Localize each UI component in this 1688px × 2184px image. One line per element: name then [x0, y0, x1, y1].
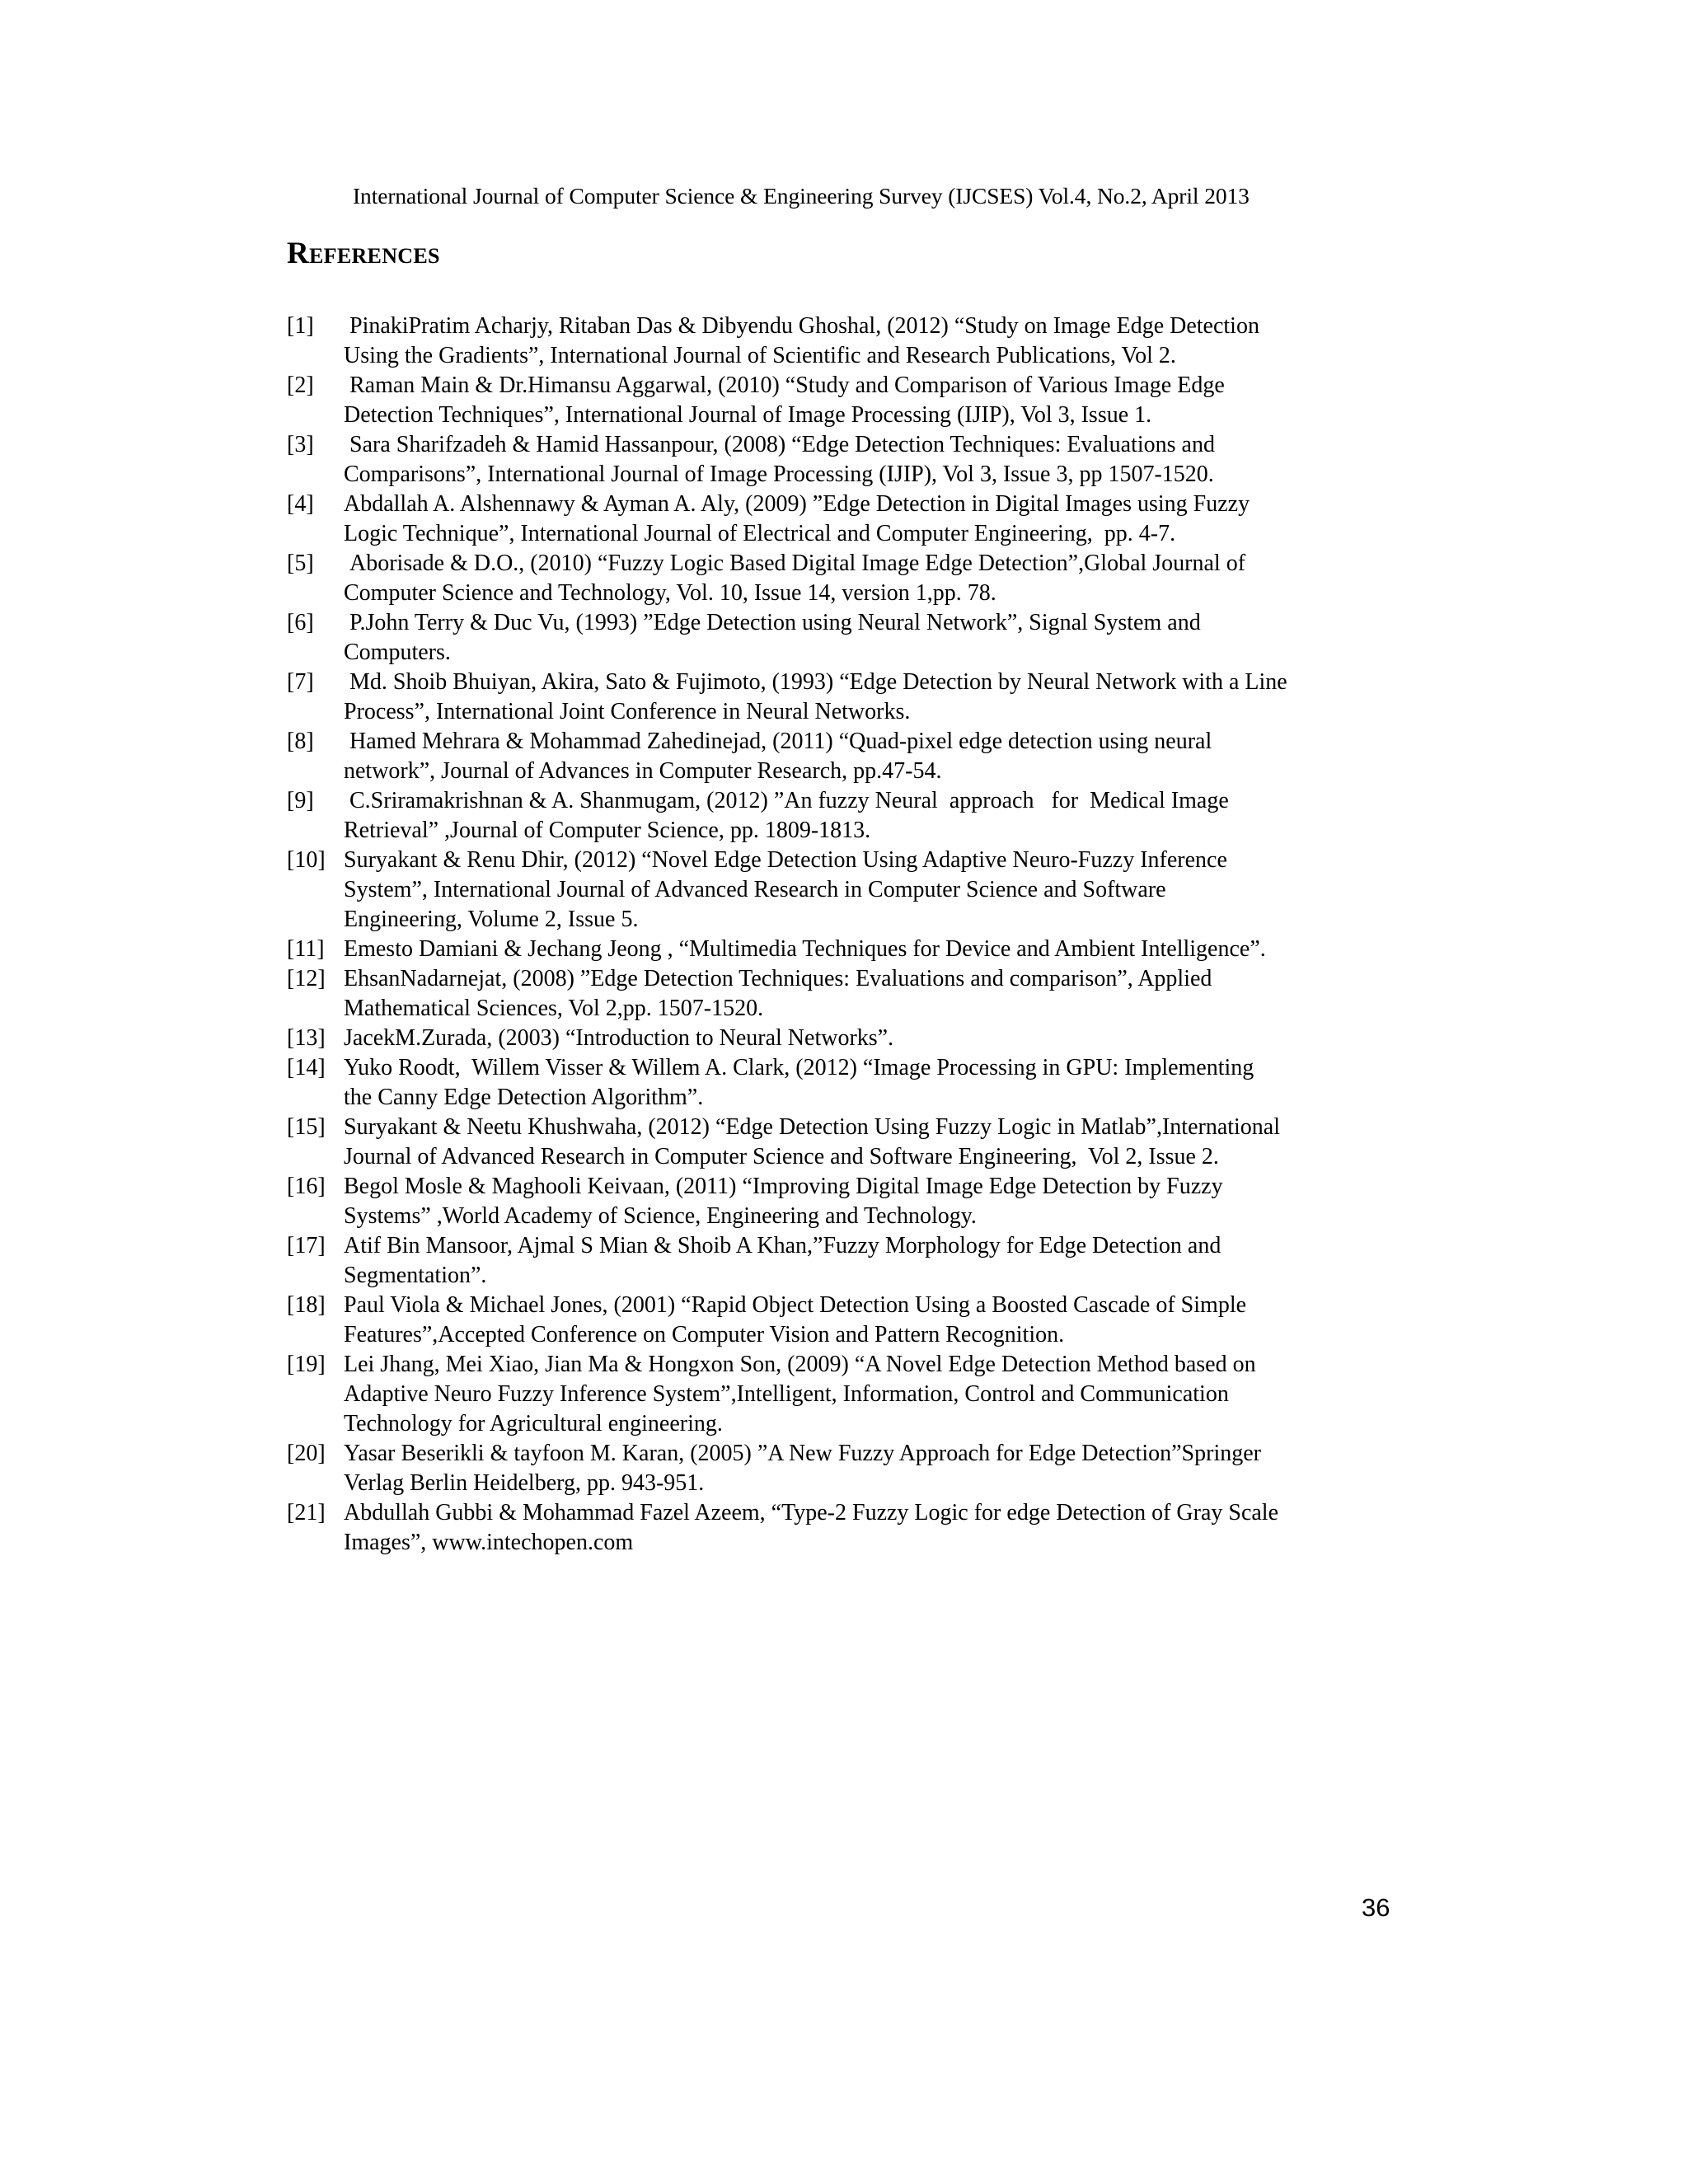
- reference-text: Paul Viola & Michael Jones, (2001) “Rapid Object Detection Using a Boosted Cascade of Simple Features”,Accepted Conference on Computer Vision and Pattern Recognition.: [344, 1292, 1247, 1347]
- reference-text: JacekM.Zurada, (2003) “Introduction to Neural Networks”.: [344, 1025, 894, 1051]
- reference-text: PinakiPratim Acharjy, Ritaban Das & Dibyendu Ghoshal, (2012) “Study on Image Edge Detection Using the Gradients”, International Journal of Scientific and Research Publications, Vol 2.: [344, 313, 1259, 368]
- reference-text: Yuko Roodt, Willem Visser & Willem A. Clark, (2012) “Image Processing in GPU: Implementing the Canny Edge Detection Algorithm”.: [344, 1055, 1254, 1110]
- reference-item: [287, 727, 1408, 786]
- reference-text: Atif Bin Mansoor, Ajmal S Mian & Shoib A Khan,”Fuzzy Morphology for Edge Detection and Segmentation”.: [344, 1233, 1221, 1288]
- reference-number: [5]: [287, 551, 314, 576]
- reference-item: [287, 549, 1408, 608]
- reference-text: Abdallah A. Alshennawy & Ayman A. Aly, (2009) ”Edge Detection in Digital Images using Fuzzy Logic Technique”, International Journal of Electrical and Computer Engineering, pp. 4-7.: [344, 491, 1250, 546]
- reference-text: Aborisade & D.O., (2010) “Fuzzy Logic Based Digital Image Edge Detection”,Global Journal of Computer Science and Technology, Vol. 10, Issue 14, version 1,pp. 78.: [344, 551, 1246, 606]
- reference-number: [13]: [287, 1025, 326, 1051]
- reference-item: [287, 312, 1408, 371]
- reference-number: [4]: [287, 491, 314, 517]
- reference-item: [287, 608, 1408, 668]
- section-heading-references: References: [287, 237, 440, 270]
- reference-text: Yasar Beserikli & tayfoon M. Karan, (2005) ”A New Fuzzy Approach for Edge Detection”Springer Verlag Berlin Heidelberg, pp. 943-951.: [344, 1441, 1261, 1496]
- reference-number: [6]: [287, 610, 314, 635]
- reference-text: Emesto Damiani & Jechang Jeong , “Multimedia Techniques for Device and Ambient Intelligence”.: [344, 936, 1266, 962]
- reference-number: [7]: [287, 669, 314, 695]
- reference-item: [287, 1113, 1408, 1172]
- reference-item: [287, 964, 1408, 1024]
- reference-item: [287, 430, 1408, 490]
- reference-text: Hamed Mehrara & Mohammad Zahedinejad, (2011) “Quad-pixel edge detection using neural network”, Journal of Advances in Computer Research, pp.47-54.: [344, 729, 1212, 784]
- reference-number: [15]: [287, 1114, 326, 1140]
- reference-item: [287, 1291, 1408, 1350]
- reference-text: Sara Sharifzadeh & Hamid Hassanpour, (2008) “Edge Detection Techniques: Evaluations and Comparisons”, International Journal of Image Processing (IJIP), Vol 3, Issue 3, pp 1507-1520.: [344, 432, 1215, 487]
- reference-text: C.Sriramakrishnan & A. Shanmugam, (2012) ”An fuzzy Neural approach for Medical Image Retrieval” ,Journal of Computer Science, pp. 1809-1813.: [344, 788, 1229, 843]
- running-header: International Journal of Computer Science & Engineering Survey (IJCSES) Vol.4, No.2, April 2013: [353, 183, 1250, 209]
- reference-item: [287, 1439, 1408, 1498]
- reference-item: [287, 1231, 1408, 1291]
- reference-text: Lei Jhang, Mei Xiao, Jian Ma & Hongxon Son, (2009) “A Novel Edge Detection Method based on Adaptive Neuro Fuzzy Inference System”,Intelligent, Information, Control and Communication Technology for Agricultural engineering.: [344, 1352, 1256, 1436]
- reference-number: [14]: [287, 1055, 326, 1080]
- reference-item: [287, 1498, 1408, 1558]
- reference-item: [287, 935, 1408, 964]
- reference-text: Suryakant & Neetu Khushwaha, (2012) “Edge Detection Using Fuzzy Logic in Matlab”,International Journal of Advanced Research in Computer Science and Software Engineering, Vol 2, Issue 2.: [344, 1114, 1281, 1169]
- reference-text: Raman Main & Dr.Himansu Aggarwal, (2010) “Study and Comparison of Various Image Edge Detection Techniques”, International Journal of Image Processing (IJIP), Vol 3, Issue 1.: [344, 373, 1225, 428]
- reference-item: [287, 786, 1408, 846]
- reference-item: [287, 371, 1408, 430]
- page-number: 36: [1362, 1893, 1390, 1922]
- reference-number: [9]: [287, 788, 314, 813]
- reference-text: P.John Terry & Duc Vu, (1993) ”Edge Detection using Neural Network”, Signal System and Computers.: [344, 610, 1201, 665]
- reference-number: [17]: [287, 1233, 326, 1258]
- reference-text: Begol Mosle & Maghooli Keivaan, (2011) “Improving Digital Image Edge Detection by Fuzzy Systems” ,World Academy of Science, Engineering and Technology.: [344, 1174, 1223, 1229]
- reference-text: Suryakant & Renu Dhir, (2012) “Novel Edge Detection Using Adaptive Neuro-Fuzzy Inference System”, International Journal of Advanced Research in Computer Science and Software Engineering, Volume 2, Issue 5.: [344, 847, 1227, 932]
- reference-text: EhsanNadarnejat, (2008) ”Edge Detection Techniques: Evaluations and comparison”, Applied Mathematical Sciences, Vol 2,pp. 1507-1520.: [344, 966, 1212, 1021]
- reference-item: [287, 1053, 1408, 1113]
- reference-number: [21]: [287, 1500, 326, 1526]
- reference-item: [287, 1350, 1408, 1439]
- reference-item: [287, 668, 1408, 727]
- reference-list: [287, 312, 1408, 1558]
- reference-number: [16]: [287, 1174, 326, 1199]
- reference-number: [3]: [287, 432, 314, 457]
- reference-number: [19]: [287, 1352, 326, 1377]
- reference-item: [287, 1172, 1408, 1231]
- reference-item: [287, 490, 1408, 549]
- reference-number: [11]: [287, 936, 325, 962]
- reference-number: [1]: [287, 313, 314, 339]
- reference-text: Abdullah Gubbi & Mohammad Fazel Azeem, “Type-2 Fuzzy Logic for edge Detection of Gray Scale Images”, www.intechopen.com: [344, 1500, 1279, 1555]
- reference-number: [12]: [287, 966, 326, 991]
- reference-item: [287, 846, 1408, 935]
- reference-number: [8]: [287, 729, 314, 754]
- reference-item: [287, 1024, 1408, 1053]
- reference-number: [18]: [287, 1292, 326, 1318]
- reference-number: [10]: [287, 847, 326, 873]
- reference-number: [2]: [287, 373, 314, 398]
- reference-number: [20]: [287, 1441, 326, 1466]
- reference-text: Md. Shoib Bhuiyan, Akira, Sato & Fujimoto, (1993) “Edge Detection by Neural Network with a Line Process”, International Joint Conference in Neural Networks.: [344, 669, 1287, 724]
